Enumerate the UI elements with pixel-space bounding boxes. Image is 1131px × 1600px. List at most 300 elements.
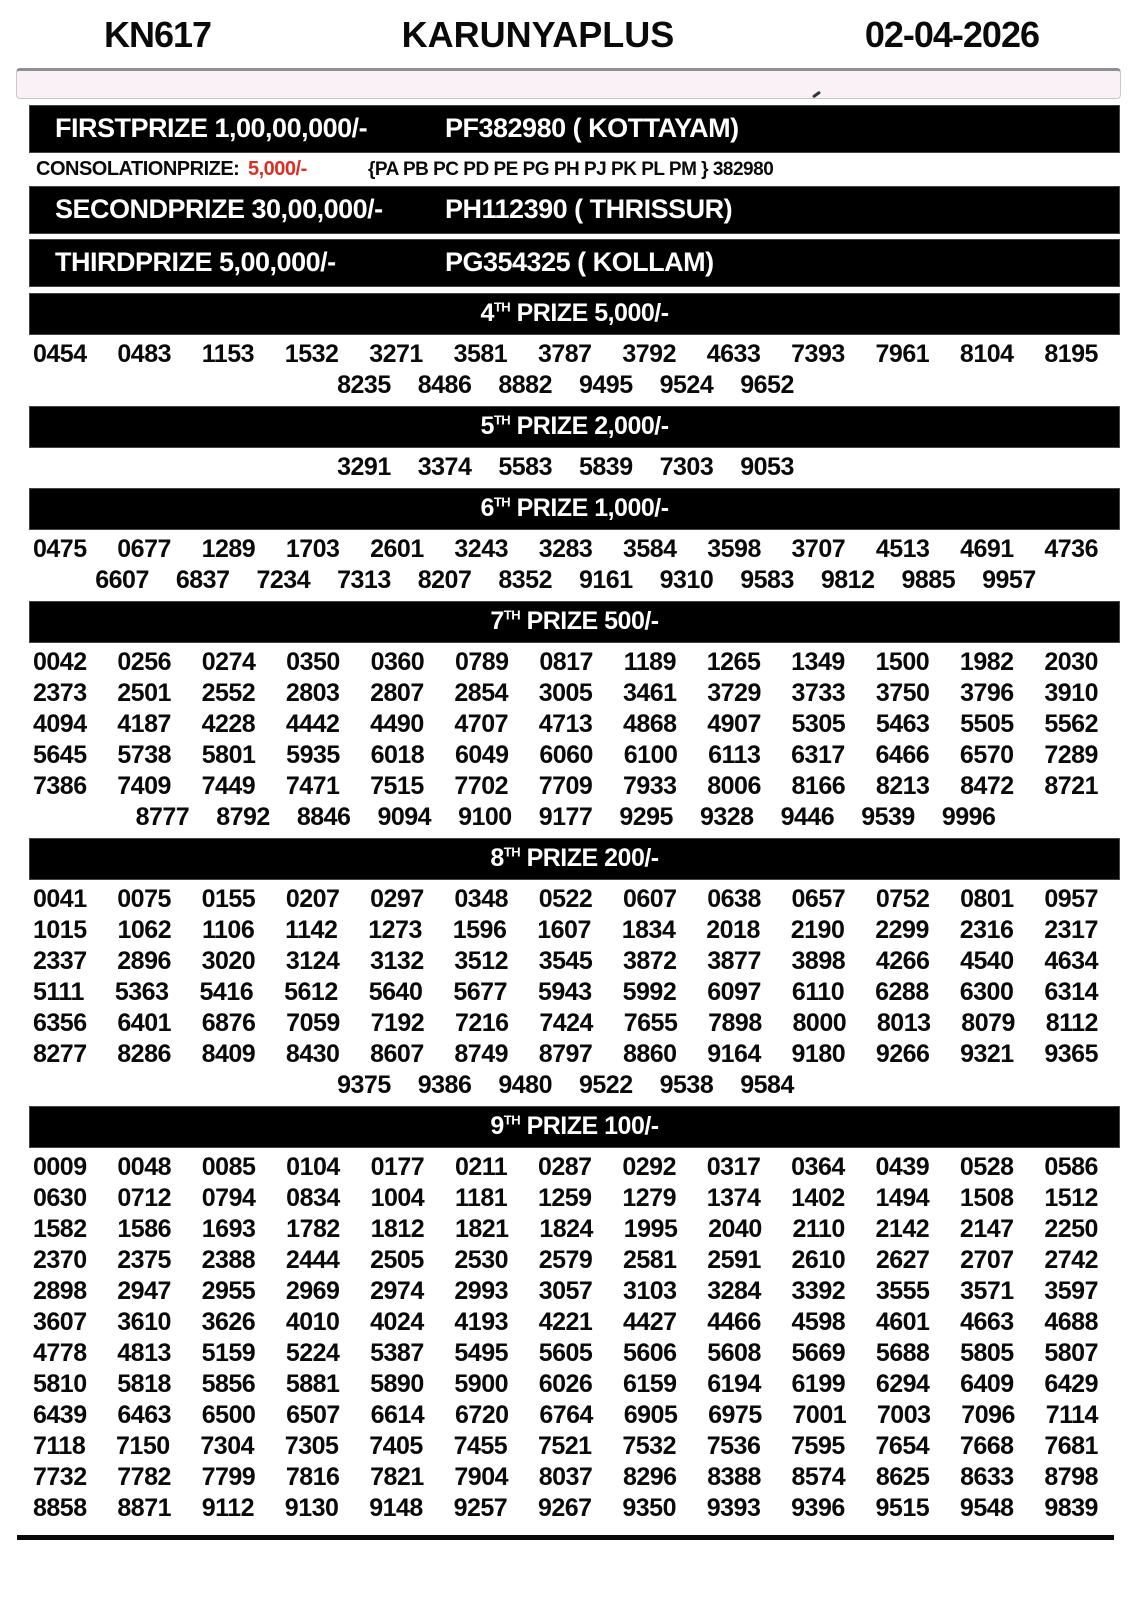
winning-number: 8409 bbox=[201, 1040, 256, 1068]
winning-number: 5810 bbox=[33, 1370, 87, 1398]
number-row bbox=[0, 1370, 1131, 1399]
winning-number: 3020 bbox=[201, 947, 256, 975]
winning-number: 9365 bbox=[1044, 1040, 1098, 1068]
winning-number: 7709 bbox=[538, 772, 593, 800]
winning-number: 4266 bbox=[875, 947, 930, 975]
winning-number: 7059 bbox=[286, 1009, 340, 1037]
winning-number: 4540 bbox=[960, 947, 1014, 975]
winning-number: 1189 bbox=[623, 648, 676, 676]
winning-number: 0287 bbox=[537, 1153, 592, 1181]
winning-number: 0155 bbox=[201, 885, 256, 913]
winning-number: 8633 bbox=[960, 1463, 1014, 1491]
winning-number: 7668 bbox=[959, 1432, 1014, 1460]
winning-number: 0630 bbox=[33, 1184, 87, 1212]
winning-number: 5992 bbox=[622, 978, 677, 1006]
winning-number: 0292 bbox=[622, 1153, 676, 1181]
winning-number: 5677 bbox=[453, 978, 507, 1006]
winning-number: 4868 bbox=[622, 710, 677, 738]
winning-number: 0085 bbox=[201, 1153, 256, 1181]
winning-number: 7821 bbox=[370, 1463, 424, 1491]
winning-number: 9053 bbox=[740, 453, 794, 481]
winning-number: 0454 bbox=[33, 340, 87, 368]
winning-number: 9112 bbox=[201, 1494, 255, 1522]
winning-number: 6764 bbox=[539, 1401, 593, 1429]
winning-number: 3877 bbox=[707, 947, 761, 975]
number-row bbox=[0, 741, 1131, 770]
winning-number: 5606 bbox=[622, 1339, 677, 1367]
winning-number: 5583 bbox=[498, 453, 552, 481]
winning-number: 4221 bbox=[538, 1308, 593, 1336]
winning-number: 5805 bbox=[960, 1339, 1014, 1367]
winning-number: 2040 bbox=[708, 1215, 762, 1243]
winning-number: 2803 bbox=[285, 679, 340, 707]
winning-number: 8486 bbox=[417, 371, 472, 399]
consolation-series: {PA PB PC PD PE PG PH PJ PK PL PM } 382980 bbox=[368, 159, 774, 180]
winning-number: 5495 bbox=[454, 1339, 509, 1367]
winning-number: 6194 bbox=[707, 1370, 761, 1398]
winning-number: 6060 bbox=[539, 741, 593, 769]
winning-number: 4466 bbox=[707, 1308, 761, 1336]
winning-number: 8213 bbox=[875, 772, 930, 800]
winning-number: 6159 bbox=[622, 1370, 677, 1398]
winning-number: 1273 bbox=[368, 916, 422, 944]
number-row bbox=[0, 1040, 1131, 1069]
winning-number: 8777 bbox=[135, 803, 190, 831]
winning-number: 0834 bbox=[286, 1184, 340, 1212]
winning-number: 1062 bbox=[117, 916, 172, 944]
winning-number: 7393 bbox=[791, 340, 845, 368]
winning-number: 9321 bbox=[960, 1040, 1014, 1068]
first-prize-winner: PF382980 ( KOTTAYAM) bbox=[445, 113, 739, 143]
winning-number: 2018 bbox=[706, 916, 760, 944]
winning-number: 8607 bbox=[370, 1040, 424, 1068]
winning-number: 9539 bbox=[861, 803, 915, 831]
winning-number: 2601 bbox=[370, 535, 424, 563]
prize-section-6th bbox=[0, 488, 1131, 595]
winning-number: 0638 bbox=[707, 885, 761, 913]
prize-header-9th: 9TH PRIZE 100/- bbox=[29, 1106, 1120, 1148]
winning-number: 6720 bbox=[454, 1401, 509, 1429]
number-row bbox=[0, 710, 1131, 739]
winning-number: 1703 bbox=[285, 535, 340, 563]
winning-number: 8846 bbox=[296, 803, 351, 831]
winning-number: 4094 bbox=[33, 710, 87, 738]
winning-number: 4601 bbox=[875, 1308, 930, 1336]
winning-number: 1824 bbox=[539, 1215, 593, 1243]
winning-number: 6097 bbox=[707, 978, 761, 1006]
winning-number: 3581 bbox=[453, 340, 508, 368]
winning-number: 1596 bbox=[452, 916, 507, 944]
winning-number: 4663 bbox=[960, 1308, 1014, 1336]
winning-number: 4442 bbox=[285, 710, 340, 738]
winning-number: 7289 bbox=[1044, 741, 1098, 769]
winning-number: 6570 bbox=[959, 741, 1014, 769]
winning-number: 8749 bbox=[454, 1040, 509, 1068]
number-row bbox=[0, 1184, 1131, 1213]
winning-number: 9515 bbox=[875, 1494, 930, 1522]
winning-number: 4778 bbox=[33, 1339, 87, 1367]
winning-number: 5645 bbox=[33, 741, 87, 769]
winning-number: 6100 bbox=[623, 741, 678, 769]
winning-number: 5463 bbox=[875, 710, 930, 738]
winning-number: 5605 bbox=[538, 1339, 593, 1367]
winning-number: 8195 bbox=[1044, 340, 1098, 368]
winning-number: 6466 bbox=[875, 741, 930, 769]
winning-number: 3729 bbox=[707, 679, 761, 707]
number-row bbox=[0, 648, 1131, 677]
prize-section-8th bbox=[0, 838, 1131, 1100]
third-prize-label: THIRDPRIZE 5,00,000/- bbox=[55, 247, 336, 277]
winning-number: 5608 bbox=[707, 1339, 761, 1367]
prize-header-4th: 4TH PRIZE 5,000/- bbox=[29, 293, 1120, 335]
winning-number: 5612 bbox=[284, 978, 338, 1006]
prize-header-8th: 8TH PRIZE 200/- bbox=[29, 838, 1120, 880]
winning-number: 2591 bbox=[707, 1246, 761, 1274]
winning-number: 9164 bbox=[707, 1040, 761, 1068]
winning-number: 0317 bbox=[706, 1153, 761, 1181]
winning-number: 9522 bbox=[579, 1071, 633, 1099]
winning-number: 4736 bbox=[1044, 535, 1098, 563]
winning-number: 9386 bbox=[417, 1071, 472, 1099]
winning-number: 0712 bbox=[117, 1184, 172, 1212]
winning-number: 8860 bbox=[622, 1040, 677, 1068]
winning-number: 3545 bbox=[538, 947, 593, 975]
winning-number: 3271 bbox=[369, 340, 423, 368]
winning-number: 2974 bbox=[370, 1277, 424, 1305]
winning-number: 3283 bbox=[538, 535, 593, 563]
winning-number: 6026 bbox=[538, 1370, 593, 1398]
winning-number: 0207 bbox=[285, 885, 340, 913]
winning-number: 6614 bbox=[370, 1401, 425, 1429]
winning-number: 0752 bbox=[875, 885, 930, 913]
winning-number: 8079 bbox=[961, 1009, 1015, 1037]
winning-number: 6049 bbox=[454, 741, 509, 769]
number-row bbox=[0, 371, 1131, 400]
prize-header-5th: 5TH PRIZE 2,000/- bbox=[29, 406, 1120, 448]
winning-number: 5640 bbox=[368, 978, 423, 1006]
prize-section-9th bbox=[0, 1106, 1131, 1523]
winning-number: 7816 bbox=[285, 1463, 340, 1491]
winning-number: 0522 bbox=[538, 885, 593, 913]
winning-number: 4688 bbox=[1044, 1308, 1098, 1336]
winning-number: 8792 bbox=[216, 803, 270, 831]
winning-number: 1821 bbox=[454, 1215, 509, 1243]
winning-number: 1106 bbox=[202, 916, 255, 944]
winning-number: 7782 bbox=[117, 1463, 171, 1491]
winning-number: 6401 bbox=[117, 1009, 172, 1037]
winning-number: 7150 bbox=[116, 1432, 170, 1460]
winning-number: 6409 bbox=[960, 1370, 1014, 1398]
number-row bbox=[0, 1401, 1131, 1430]
winning-number: 8352 bbox=[498, 566, 552, 594]
winning-number: 6463 bbox=[117, 1401, 172, 1429]
winning-number: 1142 bbox=[285, 916, 338, 944]
winning-number: 0177 bbox=[370, 1153, 425, 1181]
number-row bbox=[0, 1246, 1131, 1275]
winning-number: 5943 bbox=[537, 978, 592, 1006]
winning-number: 3571 bbox=[960, 1277, 1014, 1305]
winning-number: 3607 bbox=[33, 1308, 87, 1336]
winning-number: 8112 bbox=[1045, 1009, 1098, 1037]
draw-code: KN617 bbox=[104, 14, 212, 55]
winning-number: 7305 bbox=[284, 1432, 339, 1460]
winning-number: 7234 bbox=[256, 566, 311, 594]
winning-number: 5801 bbox=[201, 741, 256, 769]
winning-number: 0104 bbox=[286, 1153, 340, 1181]
winning-number: 8871 bbox=[117, 1494, 172, 1522]
draw-date: 02-04-2026 bbox=[864, 14, 1039, 55]
winning-number: 7471 bbox=[285, 772, 340, 800]
winning-number: 2707 bbox=[960, 1246, 1014, 1274]
winning-number: 6975 bbox=[708, 1401, 762, 1429]
winning-number: 2030 bbox=[1044, 648, 1098, 676]
winning-number: 0475 bbox=[33, 535, 87, 563]
third-prize-row bbox=[29, 239, 1120, 287]
winning-number: 3291 bbox=[337, 453, 391, 481]
winning-number: 5881 bbox=[285, 1370, 340, 1398]
winning-number: 7409 bbox=[117, 772, 171, 800]
winning-number: 9393 bbox=[706, 1494, 761, 1522]
winning-number: 9396 bbox=[791, 1494, 845, 1522]
winning-number: 6429 bbox=[1044, 1370, 1098, 1398]
number-row bbox=[0, 453, 1131, 482]
winning-number: 6300 bbox=[959, 978, 1014, 1006]
winning-number: 2317 bbox=[1044, 916, 1098, 944]
winning-number: 2250 bbox=[1044, 1215, 1098, 1243]
winning-number: 3910 bbox=[1044, 679, 1098, 707]
winning-number: 1279 bbox=[622, 1184, 676, 1212]
winning-number: 5856 bbox=[201, 1370, 256, 1398]
winning-number: 3555 bbox=[875, 1277, 930, 1305]
winning-number: 3796 bbox=[960, 679, 1014, 707]
winning-number: 9094 bbox=[377, 803, 432, 831]
number-row bbox=[0, 1308, 1131, 1337]
winning-number: 9446 bbox=[780, 803, 835, 831]
number-row bbox=[0, 916, 1131, 945]
winning-number: 7732 bbox=[33, 1463, 87, 1491]
winning-number: 6317 bbox=[791, 741, 845, 769]
winning-number: 8430 bbox=[285, 1040, 340, 1068]
winning-number: 0528 bbox=[959, 1153, 1014, 1181]
winning-number: 7521 bbox=[537, 1432, 592, 1460]
winning-number: 0817 bbox=[539, 648, 593, 676]
winning-number: 0211 bbox=[454, 1153, 508, 1181]
winning-number: 5562 bbox=[1044, 710, 1098, 738]
winning-number: 1181 bbox=[454, 1184, 508, 1212]
winning-number: 7114 bbox=[1045, 1401, 1098, 1429]
winning-number: 4633 bbox=[706, 340, 761, 368]
second-prize-label: SECONDPRIZE 30,00,000/- bbox=[55, 194, 383, 224]
winning-number: 3750 bbox=[875, 679, 930, 707]
winning-number: 3792 bbox=[622, 340, 676, 368]
winning-number: 1004 bbox=[370, 1184, 425, 1212]
winning-number: 8296 bbox=[622, 1463, 677, 1491]
winning-number: 0042 bbox=[33, 648, 87, 676]
consolation-label: CONSOLATIONPRIZE: bbox=[36, 158, 240, 180]
consolation-amount: 5,000/- bbox=[248, 158, 307, 180]
winning-number: 5738 bbox=[117, 741, 172, 769]
winning-number: 7799 bbox=[201, 1463, 256, 1491]
winning-number: 8882 bbox=[498, 371, 552, 399]
winning-number: 0483 bbox=[117, 340, 172, 368]
winning-number: 6876 bbox=[201, 1009, 256, 1037]
winning-number: 0256 bbox=[117, 648, 172, 676]
winning-number: 2388 bbox=[201, 1246, 256, 1274]
winning-number: 5416 bbox=[199, 978, 254, 1006]
winning-number: 2299 bbox=[875, 916, 929, 944]
number-row bbox=[0, 1432, 1131, 1461]
winning-number: 2581 bbox=[622, 1246, 677, 1274]
winning-number: 8006 bbox=[707, 772, 761, 800]
winning-number: 4813 bbox=[117, 1339, 171, 1367]
winning-number: 4634 bbox=[1044, 947, 1098, 975]
winning-number: 9583 bbox=[740, 566, 794, 594]
winning-number: 7933 bbox=[622, 772, 677, 800]
winning-number: 2947 bbox=[117, 1277, 171, 1305]
number-row bbox=[0, 1009, 1131, 1038]
winning-number: 0364 bbox=[791, 1153, 845, 1181]
winning-number: 9524 bbox=[659, 371, 714, 399]
winning-number: 3787 bbox=[537, 340, 592, 368]
winning-number: 0607 bbox=[622, 885, 677, 913]
number-row bbox=[0, 1153, 1131, 1182]
winning-number: 0657 bbox=[791, 885, 846, 913]
winning-number: 9548 bbox=[959, 1494, 1014, 1522]
winning-number: 5224 bbox=[285, 1339, 340, 1367]
winning-number: 9257 bbox=[453, 1494, 508, 1522]
prize-header-6th: 6TH PRIZE 1,000/- bbox=[29, 488, 1120, 530]
winning-number: 6607 bbox=[95, 566, 149, 594]
winning-number: 0041 bbox=[33, 885, 87, 913]
winning-number: 2337 bbox=[33, 947, 87, 975]
number-row bbox=[0, 772, 1131, 801]
winning-number: 7096 bbox=[961, 1401, 1015, 1429]
number-row bbox=[0, 340, 1131, 369]
winning-number: 7001 bbox=[792, 1401, 847, 1429]
winning-number: 1834 bbox=[621, 916, 676, 944]
winning-number: 6905 bbox=[623, 1401, 678, 1429]
winning-number: 8472 bbox=[960, 772, 1014, 800]
winning-number: 8797 bbox=[538, 1040, 593, 1068]
winning-number: 0677 bbox=[117, 535, 171, 563]
winning-number: 2530 bbox=[454, 1246, 509, 1274]
winning-number: 6018 bbox=[370, 741, 425, 769]
winning-number: 8000 bbox=[792, 1009, 847, 1037]
winning-number: 2373 bbox=[33, 679, 87, 707]
winning-number: 7216 bbox=[454, 1009, 509, 1037]
winning-number: 7424 bbox=[539, 1009, 593, 1037]
winning-number: 2190 bbox=[790, 916, 845, 944]
winning-number: 6314 bbox=[1044, 978, 1098, 1006]
winning-number: 4187 bbox=[117, 710, 171, 738]
winning-number: 0957 bbox=[1044, 885, 1098, 913]
winning-number: 8037 bbox=[538, 1463, 593, 1491]
winning-number: 2627 bbox=[875, 1246, 930, 1274]
winning-number: 8625 bbox=[875, 1463, 930, 1491]
winning-number: 3584 bbox=[622, 535, 677, 563]
second-prize-winner: PH112390 ( THRISSUR) bbox=[445, 194, 733, 224]
winning-number: 5890 bbox=[370, 1370, 424, 1398]
winning-number: 7303 bbox=[659, 453, 714, 481]
winning-number: 4228 bbox=[201, 710, 256, 738]
winning-number: 9885 bbox=[901, 566, 956, 594]
winning-number: 7192 bbox=[370, 1009, 425, 1037]
winning-number: 2579 bbox=[538, 1246, 593, 1274]
winning-number: 9161 bbox=[579, 566, 633, 594]
winning-number: 4713 bbox=[538, 710, 593, 738]
winning-number: 3132 bbox=[370, 947, 424, 975]
winning-number: 6294 bbox=[875, 1370, 930, 1398]
number-row bbox=[0, 1463, 1131, 1492]
winning-number: 1995 bbox=[623, 1215, 678, 1243]
winning-number: 0439 bbox=[875, 1153, 930, 1181]
winning-number: 1500 bbox=[875, 648, 930, 676]
winning-number: 5900 bbox=[454, 1370, 509, 1398]
winning-number: 8235 bbox=[337, 371, 391, 399]
winning-number: 9652 bbox=[740, 371, 794, 399]
winning-number: 2896 bbox=[117, 947, 171, 975]
winning-number: 1494 bbox=[875, 1184, 930, 1212]
winning-number: 0794 bbox=[201, 1184, 256, 1212]
winning-number: 7961 bbox=[875, 340, 930, 368]
winning-number: 0297 bbox=[370, 885, 424, 913]
winning-number: 6356 bbox=[33, 1009, 87, 1037]
winning-number: 7654 bbox=[875, 1432, 930, 1460]
winning-number: 2501 bbox=[117, 679, 171, 707]
winning-number: 9480 bbox=[498, 1071, 552, 1099]
winning-number: 9267 bbox=[537, 1494, 592, 1522]
winning-number: 8388 bbox=[707, 1463, 761, 1491]
winning-number: 8858 bbox=[33, 1494, 87, 1522]
winning-number: 0048 bbox=[117, 1153, 172, 1181]
winning-number: 5688 bbox=[875, 1339, 930, 1367]
winning-number: 1402 bbox=[791, 1184, 845, 1212]
winning-number: 0360 bbox=[370, 648, 425, 676]
winning-number: 9538 bbox=[659, 1071, 714, 1099]
winning-number: 7595 bbox=[791, 1432, 845, 1460]
winning-number: 1812 bbox=[370, 1215, 425, 1243]
winning-number: 9812 bbox=[820, 566, 875, 594]
winning-number: 9180 bbox=[791, 1040, 846, 1068]
winning-number: 7898 bbox=[708, 1009, 762, 1037]
winning-number: 1607 bbox=[537, 916, 591, 944]
winning-number: 2610 bbox=[791, 1246, 846, 1274]
winning-number: 4691 bbox=[960, 535, 1014, 563]
winning-number: 0801 bbox=[960, 885, 1014, 913]
winning-number: 1265 bbox=[706, 648, 761, 676]
winning-number: 9130 bbox=[284, 1494, 339, 1522]
first-prize-label: FIRSTPRIZE 1,00,00,000/- bbox=[55, 113, 368, 143]
winning-number: 5111 bbox=[33, 978, 84, 1006]
winning-number: 7003 bbox=[876, 1401, 931, 1429]
winning-number: 7118 bbox=[33, 1432, 86, 1460]
winning-number: 2955 bbox=[201, 1277, 256, 1305]
winning-number: 8286 bbox=[117, 1040, 171, 1068]
winning-number: 2807 bbox=[370, 679, 424, 707]
number-row bbox=[0, 947, 1131, 976]
number-row bbox=[0, 566, 1131, 595]
winning-number: 2552 bbox=[201, 679, 256, 707]
winning-number: 9100 bbox=[458, 803, 512, 831]
winning-number: 7313 bbox=[337, 566, 391, 594]
winning-number: 9996 bbox=[941, 803, 996, 831]
number-row bbox=[0, 1277, 1131, 1306]
winning-number: 5818 bbox=[117, 1370, 171, 1398]
winning-number: 3872 bbox=[622, 947, 677, 975]
winning-number: 0075 bbox=[117, 885, 171, 913]
winning-number: 9375 bbox=[337, 1071, 391, 1099]
marquee-strip bbox=[16, 68, 1121, 99]
